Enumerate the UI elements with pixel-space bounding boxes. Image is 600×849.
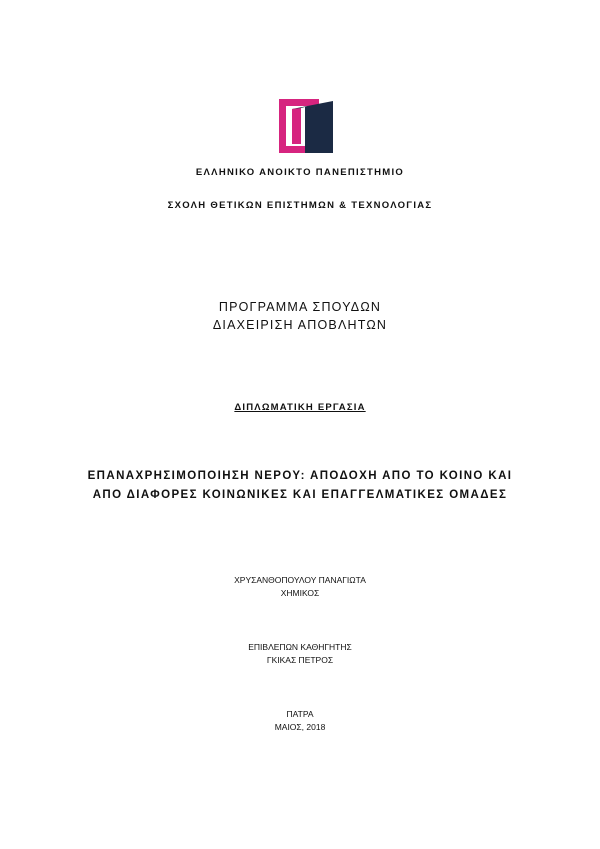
supervisor-name: ΓΚΙΚΑΣ ΠΕΤΡΟΣ: [266, 655, 334, 665]
program-name: ΔΙΑΧΕΙΡΙΣΗ ΑΠΟΒΛΗΤΩΝ: [212, 318, 388, 332]
author-profession: ΧΗΜΙΚΟΣ: [280, 588, 320, 598]
place-date-block: [0, 708, 600, 734]
date: ΜΑΙΟΣ, 2018: [274, 722, 326, 732]
program-label: ΠΡΟΓΡΑΜΜΑ ΣΠΟΥΔΩΝ: [218, 300, 382, 314]
thesis-title-line-1: ΕΠΑΝΑΧΡΗΣΙΜΟΠΟΙΗΣΗ ΝΕΡΟΥ: ΑΠΟΔΟΧΗ ΑΠΟ ΤΟ ΚΟΙΝΟ ΚΑΙ: [87, 470, 513, 482]
university-name: ΕΛΛΗΝΙΚΟ ΑΝΟΙΚΤΟ ΠΑΝΕΠΙΣΤΗΜΙΟ: [195, 167, 405, 178]
thesis-title-line-2: ΑΠΟ ΔΙΑΦΟΡΕΣ ΚΟΙΝΩΝΙΚΕΣ ΚΑΙ ΕΠΑΓΓΕΛΜΑΤΙΚΕΣ ΟΜΑΔΕΣ: [92, 489, 508, 501]
author-block: [0, 574, 600, 600]
thesis-title: [0, 467, 600, 505]
school-name: ΣΧΟΛΗ ΘΕΤΙΚΩΝ ΕΠΙΣΤΗΜΩΝ & ΤΕΧΝΟΛΟΓΙΑΣ: [167, 200, 433, 211]
city: ΠΑΤΡΑ: [286, 709, 314, 719]
supervisor-role: ΕΠΙΒΛΕΠΩΝ ΚΑΘΗΓΗΤΗΣ: [248, 642, 352, 652]
supervisor-block: [0, 641, 600, 667]
author-name: ΧΡΥΣΑΝΘΟΠΟΥΛΟΥ ΠΑΝΑΓΙΩΤΑ: [234, 575, 366, 585]
thesis-type: ΔΙΠΛΩΜΑΤΙΚΗ ΕΡΓΑΣΙΑ: [234, 402, 366, 413]
university-logo-icon: [279, 97, 333, 153]
study-program: [0, 298, 600, 334]
